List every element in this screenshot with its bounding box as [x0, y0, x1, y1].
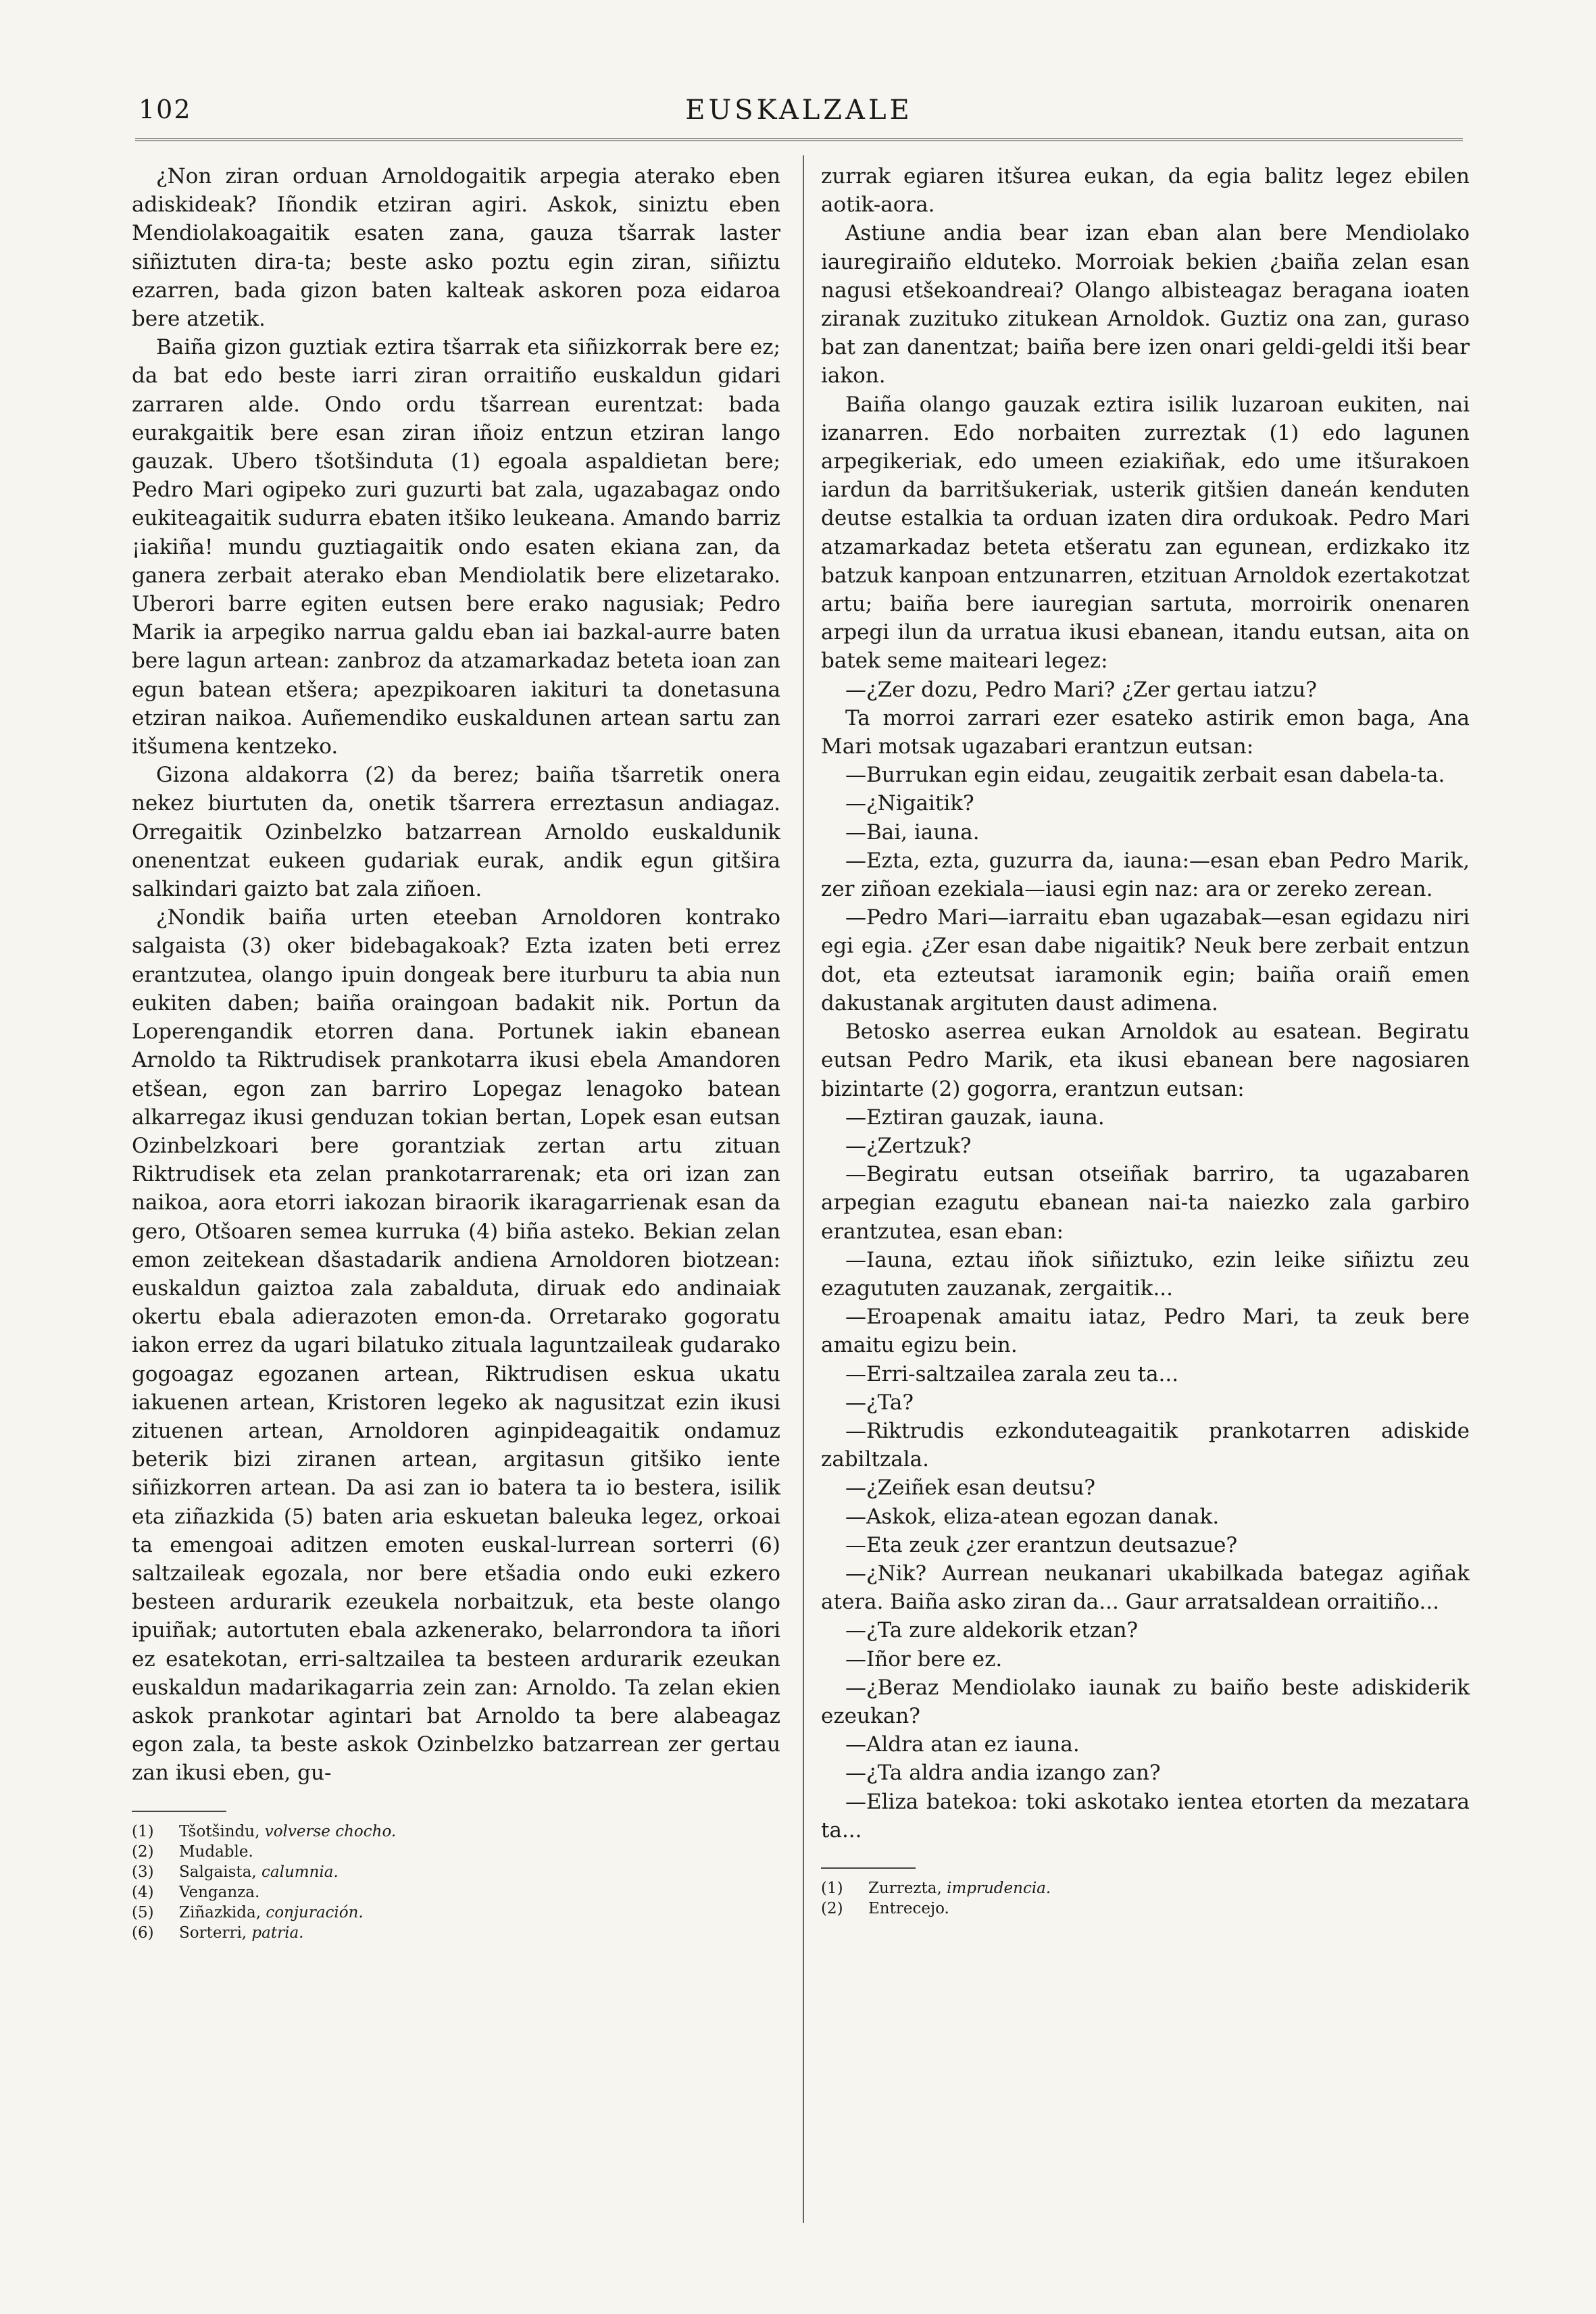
- column-rule: [803, 155, 804, 2223]
- footnote-text: [179, 1821, 396, 1842]
- footnote-number: (1): [821, 1879, 843, 1897]
- dialog-line: —Iauna, eztau iñok siñiztuko, ezin leike siñiztu zeu ezagututen zauzanak, zergaitik...: [821, 1247, 1470, 1301]
- paragraph: ¿Nondik baiña urten eteeban Arnoldoren kontrako salgaista (3) oker bidebagakoak? Ezta izaten beti errez erantzutea, olango ipuin dongeak bere iturburu ta abia nun eukiten daben; baiña oraingoan badakit nik. Portun da Loperengandik etorren dana. Portunek iakin ebanean Arnoldo ta Riktrudisek prankotarra ikusi ebela Amandoren etšean, egon zan barriro Lopegaz lenagoko batean alkarregaz ikusi genduzan tokian bertan, Lopek esan eutsan Ozinbelzkoari bere gorantziak zertan artu zituan Riktrudisek eta zelan prankotarrarenak; eta ori izan zan naikoa, aora etorri iakozan biraorik ikaragarrienak esan da gero, Otšoaren semea kurruka (4) biña asteko. Bekian zelan emon zeitekean dšastadarik andiena Arnoldoren biotzean: euskaldun gaiztoa zala zabalduta, diruak edo andinaiak okertu ebala adierazoten emon-da. Orretarako gogoratu iakon errez da ugari bilatuko zituala laguntzaileak gudarako gogoagaz egozanen artean, Riktrudisen eskua ukatu iakuenen artean, Kristoren legeko ak nagusitzat ezin ikusi zituenen artean, Arnoldoren aginpideagaitik ondamuz beterik bizi ziranen artean, argitasun gitšiko iente siñizkorren artean. Da asi zan io batera ta io bestera, isilik eta ziñazkida (5) baten aria eskuetan baleuka legez, orkoai ta emengoai aditzen emoten euskal-lurrean sorterri (6) saltzaileak egozala, nor bere etšadia ondo euki ezkero besteen ardurarik ezeukela norbaitzuk, eta beste olango ipuiñak; autortuten ebala azkenerako, belarrondora ta iñori ez esatekotan, erri-saltzailea ta besteen ardurarik ezeukan euskaldun madarikagarria zein zan: Arnoldo. Ta zelan ekien askok prankotar agintari bat Arnoldo ta bere alabeagaz egon zala, ta beste askok Ozinbelzko batzarrean zer gertau zan ikusi eben, gu-: [132, 905, 780, 1786]
- footnote-term: Ziñazkida,: [179, 1903, 261, 1921]
- footnote-term: Sorterri,: [179, 1923, 247, 1942]
- dialog-line: —Ezta, ezta, guzurra da, iauna:—esan eban Pedro Marik, zer ziñoan ezekiala—iausi egin naz: ara or zereko zerean.: [821, 848, 1470, 902]
- footnotes: [821, 1878, 1470, 1919]
- paragraph: ¿Non ziran orduan Arnoldogaitik arpegia aterako eben adiskideak? Iñondik etziran agiri. Askok, siniztu eben Mendiolakoagaitik esaten zana, gauza tšarrak laster siñiztuten dira-ta; beste asko poztu egin ziran, siñiztu ezarren, bada gizon baten kalteak askoren poza eidaroa bere atzetik.: [132, 164, 780, 332]
- dialog-line: —Aldra atan ez iauna.: [845, 1732, 1080, 1757]
- footnote-number: (4): [132, 1883, 154, 1901]
- dialog-line: —¿Ta aldra andia izango zan?: [845, 1761, 1161, 1786]
- dialog-line: —¿Beraz Mendiolako iaunak zu baiño beste adiskiderik ezeukan?: [821, 1675, 1470, 1728]
- footnote-gloss: imprudencia.: [947, 1879, 1051, 1897]
- dialog-line: —Erri-saltzailea zarala zeu ta...: [845, 1361, 1179, 1386]
- footnote: [132, 1821, 780, 1842]
- footnote-text: [179, 1903, 364, 1923]
- dialog-line: —¿Ta zure aldekorik etzan?: [845, 1618, 1139, 1643]
- dialog-line: —¿Zer dozu, Pedro Mari? ¿Zer gertau iatzu?: [845, 677, 1317, 702]
- footnote-text: [179, 1842, 253, 1862]
- dialog-line: —Begiratu eutsan otseiñak barriro, ta ugazabaren arpegian ezagutu ebanean nai-ta naiezko zala garbiro erantzutea, esan eban:: [821, 1162, 1470, 1244]
- paragraph: Ta morroi zarrari ezer esateko astirik emon baga, Ana Mari motsak ugazabari erantzun eutsan:: [821, 705, 1470, 759]
- footnote-number: (3): [132, 1863, 154, 1881]
- page-header: [139, 95, 1460, 135]
- dialog-line: —Eztiran gauzak, iauna.: [845, 1105, 1105, 1130]
- footnote-number: (2): [132, 1842, 154, 1861]
- left-column: [132, 162, 780, 1943]
- paragraph: Gizona aldakorra (2) da berez; baiña tšarretik onera nekez biurtuten da, onetik tšarrera erreztasun andiagaz. Orregaitik Ozinbelzko batzarrean Arnoldo euskaldunik onenentzat eukeen gudariak eurak, andik egun gitšira salkindari gaizto bat zala ziñoen.: [132, 763, 780, 902]
- paragraph: Betosko aserrea eukan Arnoldok au esatean. Begiratu eutsan Pedro Marik, eta ikusi ebanean bere nagosiaren bizintarte (2) gogorra, erantzun eutsan:: [821, 1020, 1470, 1101]
- paragraph: Baiña olango gauzak eztira isilik luzaroan eukiten, nai izanarren. Edo norbaiten zurreztak (1) edo lagunen arpegikeriak, edo umeen eziakiñak, edo ume itšurakoen iardun da barritšukeriak, usterik gitšien daneán kenduten deutse estalkia ta orduan izaten dira ordukoak. Pedro Mari atzamarkadaz beteta etšeratu zan egunean, erdizkako itz batzuk kanpoan entzunarren, etzituan Arnoldok ezertakotzat artu; baiña bere iauregian sartuta, morroirik onenaren arpegi ilun da urratua ikusi ebanean, itandu eutsan, aita on batek seme maiteari legez:: [821, 392, 1470, 674]
- footnote: [132, 1903, 780, 1923]
- dialog-line: —Eliza batekoa: toki askotako ientea etorten da mezatara ta...: [821, 1789, 1470, 1842]
- footnote-term: Venganza.: [179, 1883, 260, 1901]
- footnote-term: Salgaista,: [179, 1863, 257, 1881]
- dialog-line: —Bai, iauna.: [845, 820, 980, 845]
- dialog-line: —Burrukan egin eidau, zeugaitik zerbait esan dabela-ta.: [845, 763, 1445, 788]
- paragraph: Astiune andia bear izan eban alan bere Mendiolako iauregiraiño elduteko. Morroiak bekien ¿baiña zelan esan nagusi etšekoandreai? Olango albisteagaz beragana ioaten ziranak zuzituko zitukean Arnoldok. Guztiz ona zan, guraso bat zan danentzat; baiña bere izen onari geldi-geldi itši bear iakon.: [821, 221, 1470, 388]
- dialog-line: —¿Zeiñek esan deutsu?: [845, 1476, 1096, 1501]
- footnote: [132, 1923, 780, 1943]
- dialog-line: —Askok, eliza-atean egozan danak.: [845, 1504, 1220, 1529]
- footnote: [132, 1882, 780, 1903]
- footnote-text: [179, 1862, 339, 1882]
- footnote-gloss: patria.: [251, 1923, 304, 1942]
- footnote: [132, 1862, 780, 1882]
- dialog-line: —¿Nigaitik?: [845, 791, 974, 816]
- dialog-line: —Eta zeuk ¿zer erantzun deutsazue?: [845, 1532, 1238, 1557]
- dialog-line: —Riktrudis ezkonduteagaitik prankotarren adiskide zabiltzala.: [821, 1418, 1470, 1472]
- footnote: [821, 1878, 1470, 1898]
- footnote-number: (1): [132, 1822, 154, 1840]
- footnote-number: (5): [132, 1903, 154, 1921]
- paragraph: Baiña gizon guztiak eztira tšarrak eta siñizkorrak bere ez; da bat edo beste iarri ziran orraitiño euskaldun gidari zarraren alde. Ondo ordu tšarrean eurentzat: bada eurakgaitik bere esan ziran iñoiz entzun etziran lango gauzak. Ubero tšotšinduta (1) egoala aspaldietan bere; Pedro Mari ogipeko zuri guzurti bat zala, ugazabagaz ondo eukiteagaitik sudurra ebaten itšiko leukeana. Amando barriz ¡iakiña! mundu guztiagaitik ondo esaten ekiana zan, da ganera zerbait aterako eban Mendiolatik bere elizetarako. Uberori barre egiten eutsen bere erako nagusiak; Pedro Marik ia arpegiko narrua galdu eban iai bazkal-aurre baten bere lagun artean: zanbroz da atzamarkadaz beteta ioan zan egun batean etšera; apezpikoaren iakituri ta donetasuna etziran naikoa. Auñemendiko euskaldunen artean sartu zan itšumena kentzeko.: [132, 335, 780, 759]
- running-title: EUSKALZALE: [685, 95, 913, 126]
- footnote-rule: [132, 1811, 226, 1812]
- footnote-text: [179, 1882, 259, 1903]
- footnote-gloss: conjuración.: [266, 1903, 364, 1921]
- right-column: [821, 162, 1470, 1919]
- footnote-number: (6): [132, 1923, 154, 1942]
- footnote-rule: [821, 1867, 916, 1869]
- dialog-line: —Iñor bere ez.: [845, 1646, 1003, 1671]
- footnote-text: [868, 1898, 949, 1919]
- footnote-gloss: calumnia.: [261, 1863, 339, 1881]
- footnote-gloss: volverse chocho.: [264, 1822, 397, 1840]
- footnote-text: [868, 1878, 1051, 1898]
- dialog-line: —¿Zertzuk?: [845, 1133, 972, 1158]
- footnote: [821, 1898, 1470, 1919]
- footnote-text: [179, 1923, 303, 1943]
- footnote-number: (2): [821, 1899, 843, 1917]
- paragraph: zurrak egiaren itšurea eukan, da egia balitz legez ebilen aotik-aora.: [821, 164, 1470, 218]
- footnote: [132, 1842, 780, 1862]
- footnote-term: Tšotšindu,: [179, 1822, 260, 1840]
- page-number: 102: [139, 95, 192, 124]
- header-rule: [135, 139, 1463, 141]
- footnote-term: Zurrezta,: [868, 1879, 942, 1897]
- footnote-term: Entrecejo.: [868, 1899, 949, 1917]
- dialog-line: —¿Ta?: [845, 1390, 914, 1415]
- footnote-term: Mudable.: [179, 1842, 253, 1861]
- footnotes: [132, 1821, 780, 1943]
- dialog-line: —¿Nik? Aurrean neukanari ukabilkada bategaz agiñak atera. Baiña asko ziran da... Gaur arratsaldean orraitiño...: [821, 1561, 1470, 1615]
- dialog-line: —Eroapenak amaitu iataz, Pedro Mari, ta zeuk bere amaitu egizu bein.: [821, 1305, 1470, 1358]
- dialog-line: —Pedro Mari—iarraitu eban ugazabak—esan egidazu niri egi egia. ¿Zer esan dabe nigaitik? Neuk bere zerbait entzun dot, eta ezteutsat iaramonik egin; baiña oraiñ emen dakustanak argituten daust adimena.: [821, 905, 1470, 1015]
